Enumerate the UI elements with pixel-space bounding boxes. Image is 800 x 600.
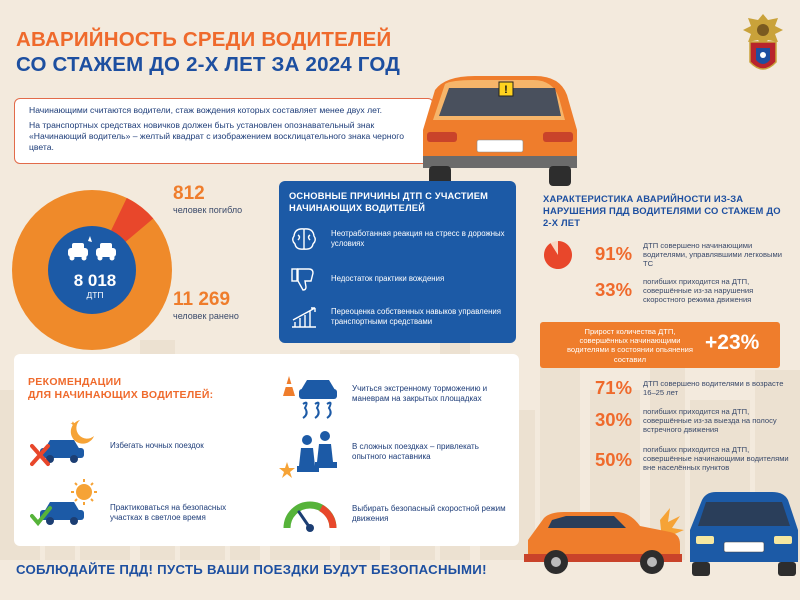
stat-text: ДТП совершено начинающими водителями, управлявшими легковыми ТС (643, 241, 782, 269)
stat-value: 30% (595, 409, 633, 430)
stat-row (533, 405, 795, 439)
pie-91-fill (544, 241, 572, 269)
stat-text: погибших приходится на ДТП, совершённые из-за выезда на полосу встречного движения (643, 407, 777, 435)
beginner-sign-glyph: ! (504, 84, 508, 96)
cause-item (289, 265, 509, 293)
intro-paragraph-2: На транспортных средствах новичков должен быть установлен опознавательный знак «Начинающий водитель» – желтый квадрат с изображением восклицательного знака черного цвета. (29, 120, 404, 152)
stat-row (533, 275, 795, 309)
growth-value: +23% (705, 331, 760, 354)
thumbs-down-icon (289, 266, 319, 292)
stat-text: ДТП совершено водителями в возрасте 16–25 лет (643, 379, 784, 398)
page-title (16, 28, 456, 77)
stat-value: 33% (595, 279, 633, 300)
stat-value: 91% (595, 243, 633, 264)
stat-value: 50% (595, 449, 633, 470)
cause-text: Недостаток практики вождения (331, 274, 445, 283)
title-line-1: АВАРИЙНОСТЬ СРЕДИ ВОДИТЕЛЕЙ (16, 28, 392, 51)
svg-text:✦: ✦ (70, 420, 76, 428)
rising-chart-icon (289, 304, 319, 330)
stat-text: погибших приходится на ДТП, совершённые начинающими водителями вне населённых пунктов (643, 445, 789, 473)
donut-center-label (50, 225, 140, 315)
stat-row (533, 375, 795, 409)
cause-item (289, 225, 509, 253)
killed-value: 812 (173, 183, 205, 204)
stat-value: 71% (595, 377, 633, 398)
day-car-check-icon (30, 478, 98, 530)
recommendation-text: Выбирать безопасный скоростной режим движения (352, 504, 506, 523)
recommendations-title-line-2: ДЛЯ НАЧИНАЮЩИХ ВОДИТЕЛЕЙ: (28, 388, 214, 401)
recommendation-text: Практиковаться на безопасных участках в светлое время (110, 503, 227, 522)
pie-91-icon (543, 240, 573, 270)
injured-value: 11 269 (173, 289, 231, 310)
cause-item (289, 303, 509, 331)
injured-label: человек ранено (173, 311, 239, 321)
total-accidents-unit: ДТП (86, 290, 104, 300)
night-car-cross-icon (30, 416, 98, 468)
recommendations-title-line-1: РЕКОМЕНДАЦИИ (28, 376, 122, 388)
recommendation-text: Учиться экстренному торможению и маневрам на закрытых площадках (352, 384, 488, 403)
recommendation-text: В сложных поездках – привлекать опытного наставника (352, 442, 479, 461)
intro-paragraph-1: Начинающими считаются водители, стаж вождения которых составляет менее двух лет. (29, 105, 382, 115)
mentor-icon (279, 430, 341, 480)
killed-label: человек погибло (173, 205, 243, 215)
causes-title: ОСНОВНЫЕ ПРИЧИНЫ ДТП С УЧАСТИЕМ НАЧИНАЮЩИХ ВОДИТЕЛЕЙ (289, 191, 489, 213)
footer-slogan: СОБЛЮДАЙТЕ ПДД! ПУСТЬ ВАШИ ПОЕЗДКИ БУДУТ БЕЗОПАСНЫМИ! (16, 562, 487, 577)
growth-box (540, 322, 780, 368)
speedometer-icon (279, 490, 341, 534)
stat-text: погибших приходится на ДТП, совершённые из-за нарушения скоростного режима движения (643, 277, 754, 305)
recommendations-title (28, 376, 213, 401)
recommendation-text: Избегать ночных поездок (110, 441, 204, 450)
causes-panel (279, 181, 516, 343)
recommendations-panel (14, 354, 519, 546)
cause-text: Переоценка собственных навыков управления транспортными средствами (331, 307, 501, 326)
cause-text: Неотработанная реакция на стресс в дорожных условиях (331, 229, 505, 248)
intro-box (14, 98, 434, 164)
growth-text: Прирост количества ДТП, совершённых начинающими водителями в состоянии опьянения составил (566, 327, 694, 364)
stat-row (533, 237, 795, 271)
characteristics-title: ХАРАКТЕРИСТИКА АВАРИЙНОСТИ ИЗ-ЗА НАРУШЕНИЯ ПДД ВОДИТЕЛЯМИ СО СТАЖЕМ ДО 2-Х ЛЕТ (543, 193, 781, 228)
brain-icon (289, 226, 319, 252)
car-crash-illustration (520, 470, 800, 580)
police-emblem-icon (738, 10, 788, 80)
orange-car-rear-illustration (415, 70, 580, 190)
title-line-2: СО СТАЖЕМ ДО 2-Х ЛЕТ ЗА 2024 ГОД (16, 53, 401, 76)
total-accidents: 8 018 (73, 271, 117, 290)
emergency-braking-icon (279, 370, 341, 420)
